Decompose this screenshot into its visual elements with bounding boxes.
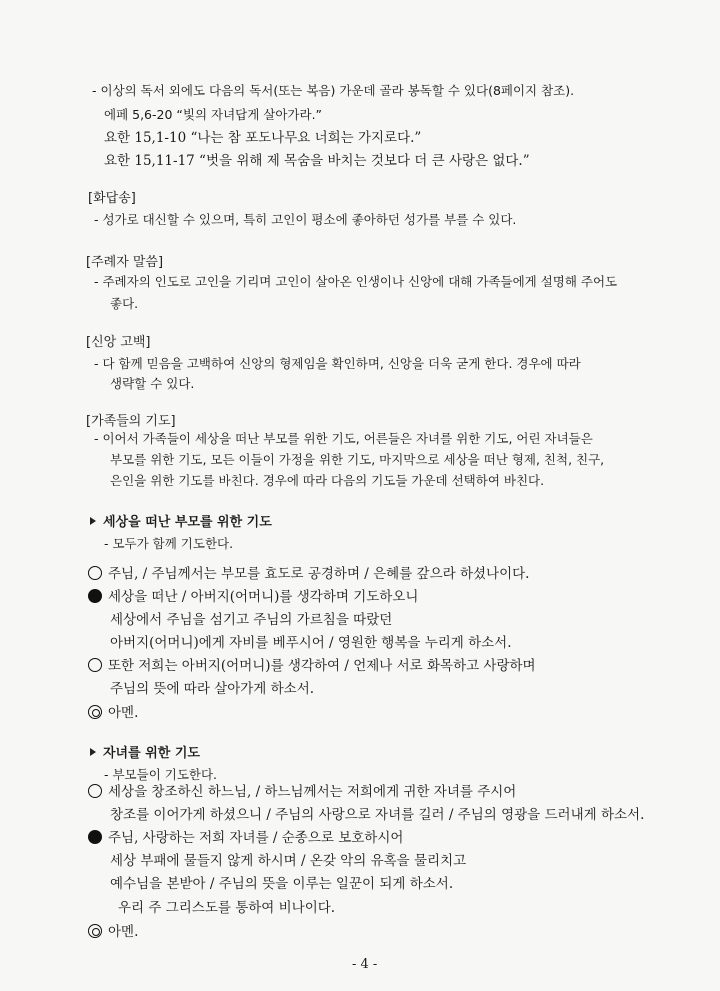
prayer-line: 우리 주 그리스도를 통하여 비나이다. [118, 900, 336, 916]
prayer-amen: 아멘. [88, 923, 138, 941]
section-title-homily: [주례자 말씀] [86, 255, 164, 270]
prayer-line: 또한 저희는 아버지(어머니)를 생각하여 / 언제나 서로 화목하고 사랑하며 [88, 657, 536, 675]
prayer-line: 주님, 사랑하는 저희 자녀를 / 순종으로 보호하시어 [88, 829, 403, 847]
section-title-creed: [신앙 고백] [86, 335, 151, 350]
open-circle-icon [88, 658, 102, 672]
prayer-line: 세상 부패에 물들지 않게 하시며 / 온갖 악의 유혹을 물리치고 [110, 853, 467, 869]
section-text: 좋다. [110, 296, 139, 311]
prayer-note: - 모두가 함께 기도한다. [104, 536, 234, 551]
section-text: 생략할 수 있다. [110, 376, 195, 391]
prayer-title-children: 자녀를 위한 기도 [90, 745, 200, 763]
section-text: 은인을 위한 기도를 바친다. 경우에 따라 다음의 기도들 가운데 선택하여 바친다. [110, 473, 545, 488]
section-title-psalm: [화답송] [88, 191, 136, 206]
reading-option: 요한 15,11-17 “벗을 위해 제 목숨을 바치는 것보다 더 큰 사랑은 없다.” [104, 153, 530, 169]
section-text: - 다 함께 믿음을 고백하여 신앙의 형제임을 확인하며, 신앙을 더욱 굳게 한다. 경우에 따라 [94, 356, 581, 371]
prayer-line: 예수님을 본받아 / 주님의 뜻을 이루는 일꾼이 되게 하소서. [110, 876, 454, 892]
prayer-line: 주님의 뜻에 따라 살아가게 하소서. [110, 681, 315, 697]
filled-circle-icon [88, 830, 102, 844]
prayer-note: - 부모들이 기도한다. [104, 767, 218, 782]
double-circle-icon [88, 705, 102, 719]
double-circle-icon [88, 924, 102, 938]
prayer-line: 아버지(어머니)에게 자비를 베푸시어 / 영원한 행복을 누리게 하소서. [110, 635, 512, 651]
reading-option: 에페 5,6-20 “빛의 자녀답게 살아가라.” [104, 107, 323, 122]
prayer-amen: 아멘. [88, 704, 138, 722]
section-text: 부모를 위한 기도, 모든 이들이 가정을 위한 기도, 마지막으로 세상을 떠난 형제, 친척, 친구, [110, 452, 605, 467]
section-title-family-prayer: [가족들의 기도] [86, 414, 176, 429]
intro-line: - 이상의 독서 외에도 다음의 독서(또는 복음) 가운데 골라 봉독할 수 있다(8페이지 참조). [92, 83, 575, 98]
open-circle-icon [88, 566, 102, 580]
prayer-line: 창조를 이어가게 하셨으니 / 주님의 사랑으로 자녀를 길러 / 주님의 영광을 드러내게 하소서. [110, 807, 645, 823]
section-text: - 성가로 대신할 수 있으며, 특히 고인이 평소에 좋아하던 성가를 부를 수 있다. [94, 212, 517, 227]
open-circle-icon [88, 784, 102, 798]
triangle-bullet-icon [90, 748, 96, 756]
prayer-line: 세상에서 주님을 섬기고 주님의 가르침을 따랐던 [110, 612, 393, 628]
prayer-title-parents: 세상을 떠난 부모를 위한 기도 [90, 514, 272, 532]
prayer-line: 주님, / 주님께서는 부모를 효도로 공경하며 / 은혜를 갚으라 하셨나이다. [88, 565, 529, 583]
filled-circle-icon [88, 589, 102, 603]
prayer-line: 세상을 떠난 / 아버지(어머니)를 생각하며 기도하오니 [88, 588, 418, 606]
triangle-bullet-icon [90, 517, 96, 525]
section-text: - 이어서 가족들이 세상을 떠난 부모를 위한 기도, 어른들은 자녀를 위한 기도, 어린 자녀들은 [94, 431, 593, 446]
reading-option: 요한 15,1-10 “나는 참 포도나무요 너희는 가지로다.” [104, 130, 422, 146]
section-text: - 주례자의 인도로 고인을 기리며 고인이 살아온 인생이나 신앙에 대해 가족들에게 설명해 주어도 [94, 274, 618, 289]
page-number: - 4 - [352, 957, 378, 972]
prayer-line: 세상을 창조하신 하느님, / 하느님께서는 저희에게 귀한 자녀를 주시어 [88, 783, 516, 801]
